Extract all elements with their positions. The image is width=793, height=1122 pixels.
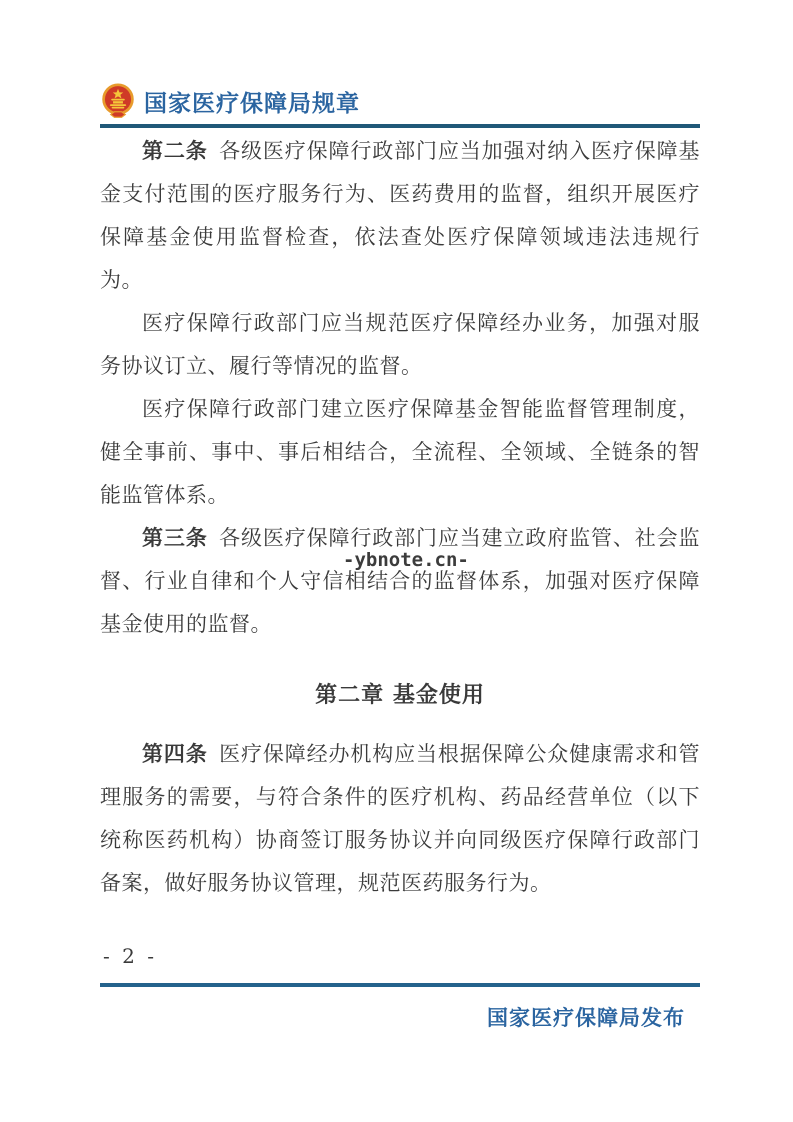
chapter-heading: 第二章 基金使用 [315,683,485,708]
article-paragraph [100,130,700,302]
footer-divider [100,983,700,987]
article-number: 第二条 [142,139,208,163]
article-text: 医疗保障经办机构应当根据保障公众健康需求和管理服务的需要，与符合条件的医疗机构、药品经营单位（以下统称医药机构）协商签订服务协议并向同级医疗保障行政部门备案，做好服务协议管理，规范医药服务行为。 [100,742,701,895]
article-text: 各级医疗保障行政部门应当加强对纳入医疗保障基金支付范围的医疗服务行为、医药费用的监督，组织开展医疗保障基金使用监督检查，依法查处医疗保障领域违法违规行为。 [100,139,701,292]
article-text: 各级医疗保障行政部门应当建立政府监管、社会监督、行业自律和个人守信相结合的监督体系，加强对医疗保障基金使用的监督。 [100,526,701,636]
article-text: 医疗保障行政部门应当规范医疗保障经办业务，加强对服务协议订立、履行等情况的监督。 [100,311,700,378]
article-text: 医疗保障行政部门建立医疗保障基金智能监督管理制度，健全事前、事中、事后相结合，全流程、全领域、全链条的智能监管体系。 [100,397,700,507]
national-emblem-icon [100,82,136,120]
article-number: 第三条 [142,526,208,550]
article-paragraph [100,302,700,388]
document-title: 国家医疗保障局规章 [144,89,360,117]
document-body [100,130,700,905]
publisher-label: 国家医疗保障局发布 [487,1005,685,1030]
page-header [100,82,700,128]
article-paragraph [100,517,700,646]
article-number: 第四条 [142,742,208,766]
article-paragraph [100,388,700,517]
page-number: - 2 - [103,944,157,968]
article-paragraph [100,733,700,905]
watermark: -ybnote.cn- [343,549,469,571]
header-divider [100,124,700,128]
